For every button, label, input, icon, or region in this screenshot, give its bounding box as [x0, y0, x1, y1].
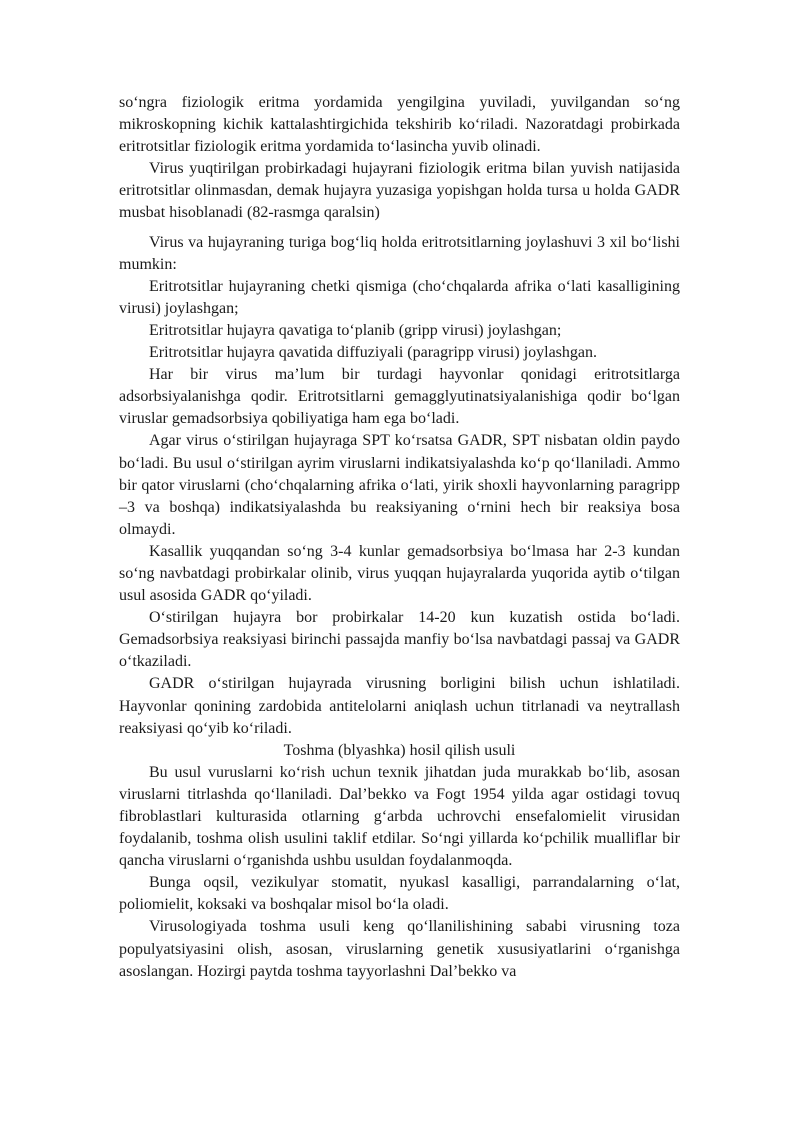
paragraph: GADR o‘stirilgan hujayrada virusning borligini bilish uchun ishlatiladi. Hayvonlar qonining zardobida antitelolarni aniqlash uchun titrlanadi va neytrallash reaksiyasi qo‘yib ko‘riladi. — [119, 675, 680, 737]
paragraph: Kasallik yuqqandan so‘ng 3-4 kunlar gemadsorbsiya bo‘lmasa har 2-3 kundan so‘ng navbatdagi probirkalar olinib, virus yuqqan hujayralarda yuqorida aytib o‘tilgan usul asosida GADR qo‘yiladi. — [119, 542, 680, 605]
list-item: Eritrotsitlar hujayra qavatida diffuziyali (paragripp virusi) joylashgan. — [149, 344, 598, 362]
paragraph: Har bir virus ma’lum bir turdagi hayvonlar qonidagi eritrotsitlarga adsorbsiyalanishga qodir. Eritrotsitlarni gemagglyutinatsiyalanishiga qodir bo‘lgan viruslar gemadsorbsiya qobiliyatiga ham ega bo‘ladi. — [119, 366, 680, 428]
paragraph: O‘stirilgan hujayra bor probirkalar 14-20 kun kuzatish ostida bo‘ladi. Gemadsorbsiya reaksiyasi birinchi passajda manfiy bo‘lsa navbatdagi passaj va GADR o‘tkaziladi. — [119, 609, 680, 671]
paragraph: Agar virus o‘stirilgan hujayraga SPT ko‘rsatsa GADR, SPT nisbatan oldin paydo bo‘ladi. Bu usul o‘stirilgan ayrim viruslarni indikatsiyalashda ko‘p qo‘llaniladi. Ammo bir qator viruslarni (cho‘chqalarning afrika o‘lati, yirik shoxli hayvonlarning paragripp –3 va boshqa) indikatsiyalashda bu reaksiyaning o‘rnini hech bir reaksiya bosa olmaydi. — [119, 432, 680, 538]
paragraph: Bu usul vuruslarni ko‘rish uchun texnik jihatdan juda murakkab bo‘lib, asosan viruslarni titrlashda qo‘llaniladi. Dal’bekko va Fogt 1954 yilda agar ostidagi tovuq fibroblastlari kulturasida otlarning g‘arbda uchrovchi ensefalomielit virusidan foydalanib, toshma olish usulini taklif etdilar. So‘ngi yillarda ko‘pchilik mualliflar bir qancha viruslarni o‘rganishda ushbu usuldan foydalanmoqda. — [119, 763, 680, 870]
document-page — [119, 92, 680, 983]
list-item: Eritrotsitlar hujayra qavatiga to‘planib (gripp virusi) joylashgan; — [149, 321, 562, 339]
list-item: Eritrotsitlar hujayraning chetki qismiga (cho‘chqalarda afrika o‘lati kasalligining virusi) joylashgan; — [119, 277, 680, 317]
paragraph: Virus yuqtirilgan probirkadagi hujayrani fiziologik eritma bilan yuvish natijasida eritrotsitlar olinmasdan, demak hujayra yuzasiga yopishgan holda tursa u holda GADR musbat hisoblanadi (82-rasmga qaralsin) — [119, 160, 680, 222]
paragraph: Virus va hujayraning turiga bog‘liq holda eritrotsitlarning joylashuvi 3 xil bo‘lishi mumkin: — [119, 233, 680, 273]
paragraph: so‘ngra fiziologik eritma yordamida yengilgina yuviladi, yuvilgandan so‘ng mikroskopning kichik kattalashtirgichida tekshirib ko‘riladi. Nazoratdagi probirkada eritrotsitlar fiziologik eritma yordamida to‘lasincha yuvib olinadi. — [119, 94, 680, 156]
section-heading: Toshma (blyashka) hosil qilish usuli — [283, 741, 516, 759]
paragraph: Bunga oqsil, vezikulyar stomatit, nyukasl kasalligi, parrandalarning o‘lat, poliomielit, koksaki va boshqalar misol bo‘la oladi. — [119, 874, 680, 914]
paragraph: Virusologiyada toshma usuli keng qo‘llanilishining sababi virusning toza populyatsiyasini olish, asosan, viruslarning genetik xususiyatlarini o‘rganishga asoslangan. Hozirgi paytda toshma tayyorlashni Dal’bekko va — [119, 918, 680, 980]
